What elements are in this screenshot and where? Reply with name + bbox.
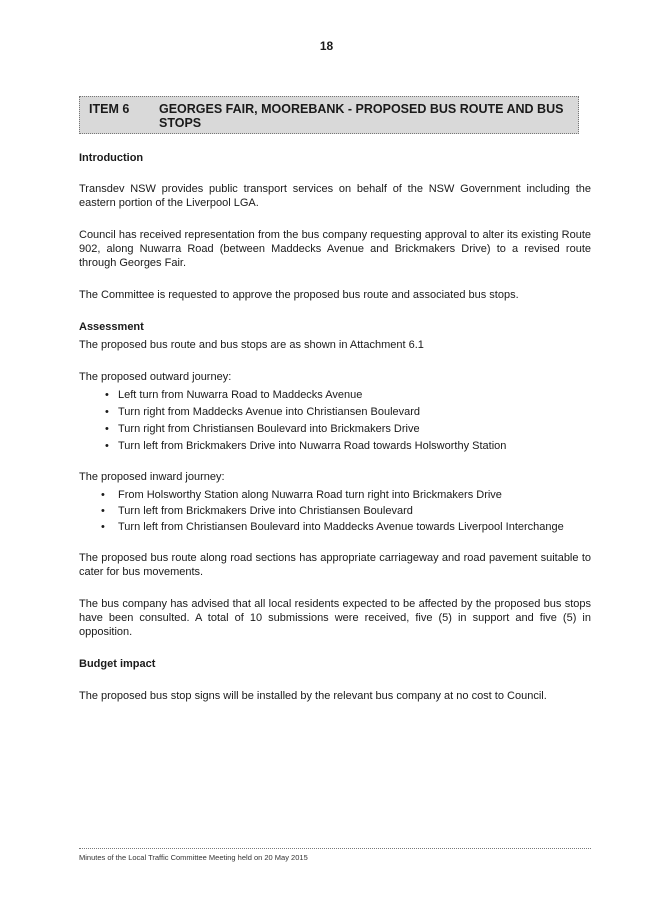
consultation-paragraph: The bus company has advised that all local residents expected to be affected by the proposed bus stops have been consulted. A total of 10 submissions were received, five (5) in support and five (5) in opposition. [79, 598, 591, 638]
item-label: ITEM 6 [89, 102, 130, 116]
footer-divider [79, 848, 591, 849]
item-heading-box [79, 96, 579, 134]
list-item: • Turn right from Christiansen Boulevard into Brickmakers Drive [79, 422, 591, 436]
footer-text: Minutes of the Local Traffic Committee Meeting held on 20 May 2015 [79, 853, 308, 862]
outward-journey-label: The proposed outward journey: [79, 371, 232, 383]
list-item: • Turn left from Brickmakers Drive into Christiansen Boulevard [79, 504, 591, 518]
intro-paragraph-1: Transdev NSW provides public transport services on behalf of the NSW Government including the eastern portion of the Liverpool LGA. [79, 183, 591, 209]
carriageway-paragraph: The proposed bus route along road sections has appropriate carriageway and road pavement suitable to cater for bus movements. [79, 552, 591, 578]
list-item: • Turn left from Christiansen Boulevard into Maddecks Avenue towards Liverpool Interchange [79, 520, 591, 534]
outward-journey-list [79, 388, 591, 453]
list-item: • Turn left from Brickmakers Drive into Nuwarra Road towards Holsworthy Station [79, 439, 591, 453]
page-number: 18 [319, 39, 334, 53]
budget-paragraph: The proposed bus stop signs will be installed by the relevant bus company at no cost to Council. [79, 690, 547, 702]
intro-paragraph-3: The Committee is requested to approve the proposed bus route and associated bus stops. [79, 289, 519, 301]
assessment-heading: Assessment [79, 321, 144, 333]
item-title: GEORGES FAIR, MOOREBANK - PROPOSED BUS ROUTE AND BUS STOPS [159, 102, 564, 130]
assessment-intro: The proposed bus route and bus stops are as shown in Attachment 6.1 [79, 339, 424, 351]
list-item: • Turn right from Maddecks Avenue into Christiansen Boulevard [79, 405, 591, 419]
list-item: • From Holsworthy Station along Nuwarra Road turn right into Brickmakers Drive [79, 488, 591, 502]
inward-journey-list [79, 488, 591, 534]
list-item: • Left turn from Nuwarra Road to Maddecks Avenue [79, 388, 591, 402]
report-body [79, 151, 591, 703]
budget-heading: Budget impact [79, 658, 156, 670]
introduction-heading: Introduction [79, 152, 144, 164]
inward-journey-label: The proposed inward journey: [79, 471, 225, 483]
intro-paragraph-2: Council has received representation from the bus company requesting approval to alter its existing Route 902, along Nuwarra Road (between Maddecks Avenue and Brickmakers Drive) to a revised route through Georges Fair. [79, 229, 591, 269]
